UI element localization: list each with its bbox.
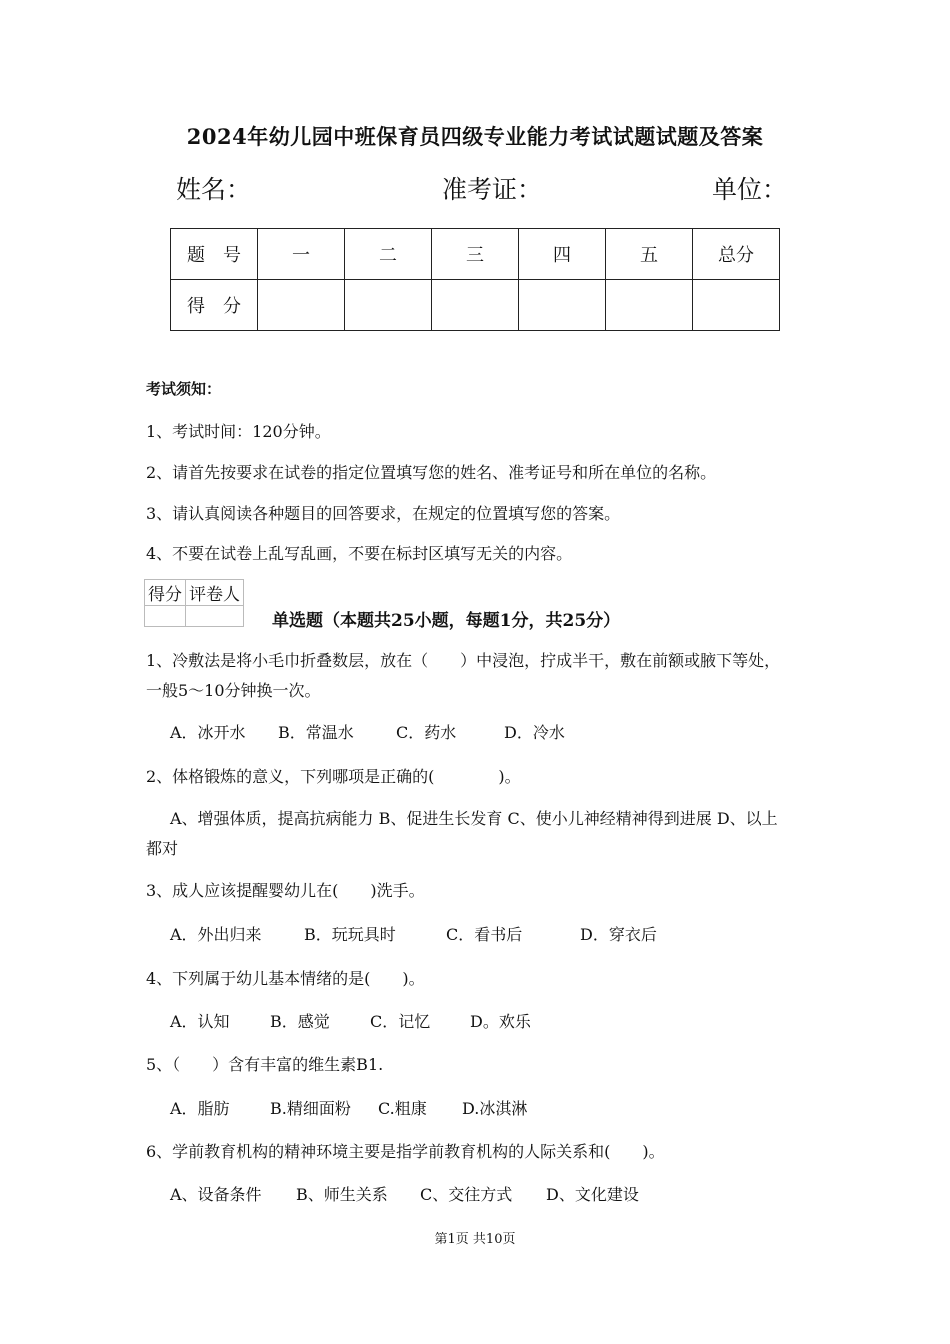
- notes-item: 4、不要在试卷上乱写乱画，不要在标封区填写无关的内容。: [146, 544, 573, 563]
- notes-item: 1、考试时间：120分钟。: [146, 422, 331, 441]
- answer-option[interactable]: D．穿衣后: [580, 925, 657, 944]
- notes-heading: 考试须知：: [146, 380, 222, 398]
- answer-option[interactable]: B、师生关系: [296, 1185, 388, 1204]
- answer-option[interactable]: B．玩玩具时: [304, 925, 396, 944]
- section-title: 单选题（本题共25小题，每题1分，共25分）: [272, 611, 621, 631]
- score-entry-cell[interactable]: [432, 280, 519, 331]
- question-text: 2、体格锻炼的意义，下列哪项是正确的( )。: [146, 767, 521, 786]
- score-table-cell: 五: [606, 229, 693, 280]
- score-entry-cell[interactable]: [258, 280, 345, 331]
- answer-option[interactable]: C、交往方式: [420, 1185, 513, 1204]
- answer-option[interactable]: B．常温水: [278, 723, 354, 742]
- question-text: 1、冷敷法是将小毛巾折叠数层，放在（ ）中浸泡，拧成半干，敷在前额或腋下等处，: [146, 651, 781, 670]
- score-entry-cell[interactable]: [693, 280, 780, 331]
- answer-option[interactable]: A、设备条件: [170, 1185, 262, 1204]
- grader-box: [144, 579, 244, 627]
- document-title: 2024年幼儿园中班保育员四级专业能力考试试题试题及答案: [186, 124, 764, 149]
- score-table-cell: 三: [432, 229, 519, 280]
- answer-option[interactable]: D.冰淇淋: [462, 1099, 528, 1118]
- grader-score-label: 得分: [145, 580, 186, 606]
- question-text: 一般5～10分钟换一次。: [146, 681, 321, 700]
- answer-option[interactable]: B．感觉: [270, 1012, 330, 1031]
- answer-option[interactable]: D。欢乐: [470, 1012, 531, 1031]
- unit-field-label: 单位：: [712, 175, 788, 204]
- answer-option[interactable]: C.粗康: [378, 1099, 427, 1118]
- answer-option[interactable]: A．外出归来: [170, 925, 262, 944]
- score-entry-cell[interactable]: [519, 280, 606, 331]
- score-table-cell: 一: [258, 229, 345, 280]
- grader-name-cell[interactable]: [186, 606, 244, 627]
- notes-item: 3、请认真阅读各种题目的回答要求，在规定的位置填写您的答案。: [146, 504, 621, 523]
- question-text: 3、成人应该提醒婴幼儿在( )洗手。: [146, 881, 425, 900]
- answer-option[interactable]: C．记忆: [370, 1012, 431, 1031]
- score-table-cell: 得 分: [171, 280, 258, 331]
- question-text: 4、下列属于幼儿基本情绪的是( )。: [146, 969, 425, 988]
- answer-option[interactable]: A．脂肪: [170, 1099, 230, 1118]
- exam-id-field-label: 准考证：: [442, 175, 543, 204]
- name-field-label: 姓名：: [176, 175, 252, 204]
- question-text: 6、学前教育机构的精神环境主要是指学前教育机构的人际关系和( )。: [146, 1142, 665, 1161]
- notes-item: 2、请首先按要求在试卷的指定位置填写您的姓名、准考证号和所在单位的名称。: [146, 463, 717, 482]
- answer-option[interactable]: D．冷水: [504, 723, 565, 742]
- answer-option[interactable]: B.精细面粉: [270, 1099, 351, 1118]
- score-table-score-row: [171, 280, 780, 331]
- answer-options-line[interactable]: A、增强体质，提高抗病能力 B、促进生长发育 C、使小儿神经精神得到进展 D、以上: [170, 809, 778, 828]
- score-entry-cell[interactable]: [606, 280, 693, 331]
- score-table-cell: 四: [519, 229, 606, 280]
- answer-option[interactable]: A．冰开水: [170, 723, 246, 742]
- score-table-cell: 二: [345, 229, 432, 280]
- grader-name-label: 评卷人: [186, 580, 244, 606]
- score-table-header-row: [171, 229, 780, 280]
- question-text: 5、（ ）含有丰富的维生素B1.: [146, 1055, 384, 1074]
- grader-score-cell[interactable]: [145, 606, 186, 627]
- score-entry-cell[interactable]: [345, 280, 432, 331]
- score-table-cell: 题 号: [171, 229, 258, 280]
- answer-option[interactable]: A．认知: [170, 1012, 230, 1031]
- answer-options-line[interactable]: 都对: [146, 839, 179, 858]
- answer-option[interactable]: D、文化建设: [546, 1185, 639, 1204]
- answer-option[interactable]: C．药水: [396, 723, 457, 742]
- page-footer: 第1页 共10页: [434, 1232, 516, 1247]
- score-table-cell: 总分: [693, 229, 780, 280]
- answer-option[interactable]: C．看书后: [446, 925, 523, 944]
- score-table: [170, 228, 780, 331]
